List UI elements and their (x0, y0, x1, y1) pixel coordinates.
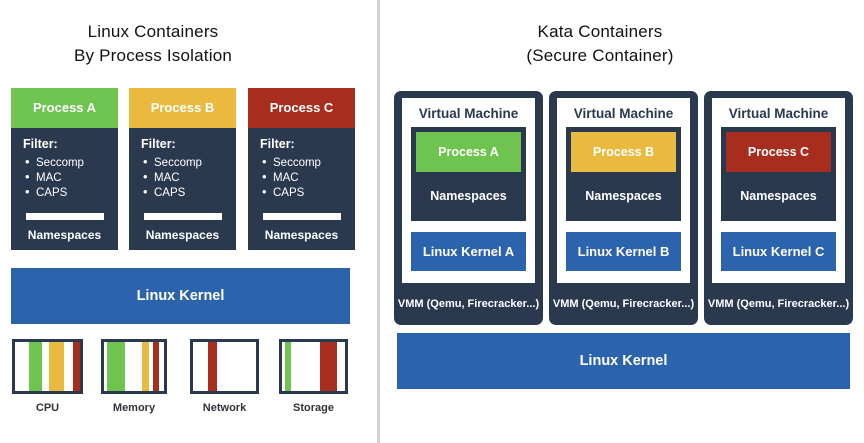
vm-a-process: Process A (416, 132, 521, 172)
process-a-header: Process A (11, 88, 118, 128)
resource-stripe (208, 342, 217, 391)
network-label: Network (202, 402, 247, 414)
filter-list (262, 156, 343, 201)
left-title-line1: Linux Containers (87, 22, 219, 41)
cpu-label: CPU (35, 402, 60, 414)
separator-bar (26, 213, 104, 220)
memory-box (101, 339, 167, 394)
vm-card-b (549, 91, 698, 325)
vm-b-process: Process B (571, 132, 676, 172)
container-process-b (129, 88, 236, 250)
cpu-box (12, 339, 83, 394)
separator-bar (144, 213, 222, 220)
left-panel-title (0, 20, 306, 68)
storage-box (279, 339, 348, 394)
vm-b-kernel: Linux Kernel B (566, 232, 681, 271)
vm-a-title: Virtual Machine (418, 106, 519, 121)
process-c-filter-box (248, 128, 355, 250)
resource-stripe (29, 342, 42, 391)
vm-a-namespace-block (411, 127, 526, 221)
vm-c-namespace-block (721, 127, 836, 221)
container-process-a (11, 88, 118, 250)
filter-item-caps: • CAPS (25, 186, 106, 201)
storage-label: Storage (293, 402, 334, 414)
vm-b-vmm-label: VMM (Qemu, Firecracker...) (552, 298, 695, 310)
vm-card-a (394, 91, 543, 325)
filter-item-caps: • CAPS (143, 186, 224, 201)
namespaces-label: Namespaces (264, 228, 339, 242)
vm-card-c (704, 91, 853, 325)
filter-title: Filter: (260, 137, 295, 151)
container-process-c (248, 88, 355, 250)
resource-network (190, 339, 259, 414)
vm-c-namespaces-label: Namespaces (740, 189, 817, 203)
vm-b-namespaces-label: Namespaces (585, 189, 662, 203)
left-linux-kernel-bar: Linux Kernel (11, 268, 350, 324)
namespaces-label: Namespaces (145, 228, 220, 242)
resource-stripe (153, 342, 160, 391)
network-box (190, 339, 259, 394)
vm-b-namespace-block (566, 127, 681, 221)
filter-title: Filter: (23, 137, 58, 151)
vm-a-vmm-label: VMM (Qemu, Firecracker...) (397, 298, 540, 310)
filter-item-mac: • MAC (143, 171, 224, 186)
right-title-line1: Kata Containers (537, 22, 663, 41)
resource-stripe (73, 342, 80, 391)
left-title-line2: By Process Isolation (73, 46, 232, 65)
vm-c-process: Process C (726, 132, 831, 172)
resource-stripe (285, 342, 291, 391)
separator-bar (263, 213, 341, 220)
filter-item-mac: • MAC (262, 171, 343, 186)
resource-storage (279, 339, 348, 414)
filter-item-caps: • CAPS (262, 186, 343, 201)
vm-b-title: Virtual Machine (573, 106, 674, 121)
resource-cpu (12, 339, 83, 414)
filter-list (25, 156, 106, 201)
filter-item-seccomp: • Seccomp (143, 156, 224, 171)
filter-title: Filter: (141, 137, 176, 151)
process-b-filter-box (129, 128, 236, 250)
vm-a-inner (402, 98, 535, 283)
vm-c-vmm-label: VMM (Qemu, Firecracker...) (707, 298, 850, 310)
vm-c-title: Virtual Machine (728, 106, 829, 121)
right-panel-title (440, 20, 760, 68)
vm-c-kernel: Linux Kernel C (721, 232, 836, 271)
process-a-filter-box (11, 128, 118, 250)
filter-item-mac: • MAC (25, 171, 106, 186)
memory-label: Memory (112, 402, 156, 414)
filter-item-seccomp: • Seccomp (262, 156, 343, 171)
resource-stripe (142, 342, 149, 391)
resource-stripe (107, 342, 125, 391)
namespaces-label: Namespaces (27, 228, 102, 242)
vm-c-inner (712, 98, 845, 283)
filter-item-seccomp: • Seccomp (25, 156, 106, 171)
resource-memory (101, 339, 167, 414)
vm-a-kernel: Linux Kernel A (411, 232, 526, 271)
process-c-header: Process C (248, 88, 355, 128)
process-b-header: Process B (129, 88, 236, 128)
right-linux-kernel-bar: Linux Kernel (397, 333, 850, 389)
filter-list (143, 156, 224, 201)
panel-divider (377, 0, 380, 443)
right-title-line2: (Secure Container) (526, 46, 674, 65)
resource-stripe (49, 342, 63, 391)
vm-a-namespaces-label: Namespaces (430, 189, 507, 203)
resource-stripe (320, 342, 337, 391)
vm-b-inner (557, 98, 690, 283)
